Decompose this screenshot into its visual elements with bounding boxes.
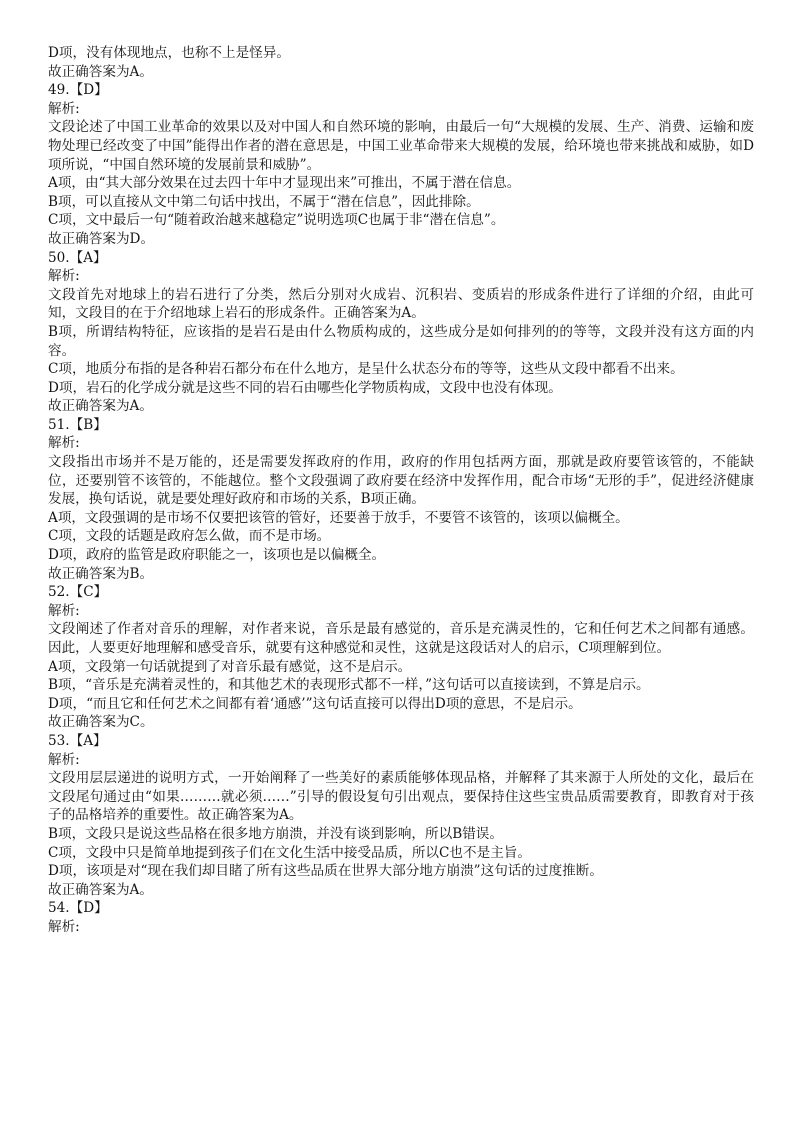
option-analysis-line: A项，文段强调的是市场不仅要把该管的管好，还要善于放手，不要管不该管的，该项以偏概全。	[48, 509, 629, 526]
question-answer-heading: 49.【D】	[48, 82, 108, 99]
analysis-label: 解析:	[48, 918, 80, 935]
correct-answer-line: 故正确答案为D。	[48, 230, 155, 247]
answer-explanations-page	[48, 44, 754, 937]
explanation-paragraph: 文段指出市场并不是万能的，还是需要发挥政府的作用，政府的作用包括两方面，那就是政府要管该管的，不能缺位，还要别管不该管的，不能越位。整个文段强调了政府要在经济中发挥作用，配合市场“无形的手”，促进经济健康发展，换句话说，就是要处理好政府和市场的关系，B项正确。	[48, 454, 754, 508]
option-analysis-line: D项，没有体现地点，也称不上是怪异。	[48, 45, 290, 61]
option-analysis-line: B项，可以直接从文中第二句话中找出，不属于“潜在信息”，因此排除。	[48, 193, 480, 210]
option-analysis-line: D项，政府的监管是政府职能之一，该项也是以偏概全。	[48, 547, 386, 564]
analysis-label: 解析:	[48, 100, 80, 117]
explanation-paragraph: 文段阐述了作者对音乐的理解，对作者来说，音乐是最有感觉的，音乐是充满灵性的，它和任何艺术之间都有通感。因此，人要更好地理解和感受音乐，就要有这种感觉和灵性，这就是这段话对人的启示，C项理解到位。	[48, 621, 754, 656]
analysis-label: 解析:	[48, 602, 80, 619]
option-analysis-line: B项，所谓结构特征，应该指的是岩石是由什么物质构成的，这些成分是如何排列的的等等，文段并没有这方面的内容。	[48, 323, 754, 359]
option-analysis-line: C项，文段的话题是政府怎么做，而不是市场。	[48, 528, 331, 545]
explanation-paragraph: 文段首先对地球上的岩石进行了分类，然后分别对火成岩、沉积岩、变质岩的形成条件进行了详细的介绍，由此可知，文段目的在于介绍地球上岩石的形成条件。正确答案为A。	[48, 286, 754, 322]
option-analysis-line: B项，文段只是说这些品格在很多地方崩溃，并没有谈到影响，所以B错误。	[48, 825, 503, 842]
correct-answer-line: 故正确答案为A。	[48, 881, 153, 898]
question-answer-heading: 52.【C】	[48, 584, 108, 601]
question-answer-heading: 54.【D】	[48, 900, 108, 917]
explanation-paragraph: 文段论述了中国工业革命的效果以及对中国人和自然环境的影响，由最后一句“大规模的发展、生产、消费、运输和废物处理已经改变了中国”能得出作者的潜在意思是，中国工业革命带来大规模的发展，给环境也带来挑战和威胁，如D项所说，“中国自然环境的发展前景和威胁”。	[48, 119, 754, 173]
option-analysis-line: C项，文中最后一句“随着政治越来越稳定”说明选项C也属于非“潜在信息”。	[48, 212, 505, 229]
question-answer-heading: 53.【A】	[48, 732, 107, 749]
explanation-paragraph: 文段用层层递进的说明方式，一开始阐释了一些美好的素质能够体现品格，并解释了其来源于人所处的文化，最后在文段尾句通过由“如果………就必须……”引导的假设复句引出观点，要保持住这些宝贵品质需要教育，即教育对于孩子的品格培养的重要性。故正确答案为A。	[48, 770, 754, 824]
correct-answer-line: 故正确答案为A。	[48, 63, 153, 80]
option-analysis-line: C项，文段中只是简单地提到孩子们在文化生活中接受品质，所以C也不是主旨。	[48, 844, 531, 861]
option-analysis-line: D项，岩石的化学成分就是这些不同的岩石由哪些化学物质构成，文段中也没有体现。	[48, 379, 562, 396]
analysis-label: 解析:	[48, 435, 80, 452]
option-analysis-line: C项，地质分布指的是各种岩石都分布在什么地方，是呈什么状态分布的等等，这些从文段中都看不出来。	[48, 361, 684, 378]
option-analysis-line: A项，由“其大部分效果在过去四十年中才显现出来”可推出，不属于潜在信息。	[48, 175, 521, 192]
correct-answer-line: 故正确答案为A。	[48, 398, 153, 415]
analysis-label: 解析:	[48, 751, 80, 768]
option-analysis-line: D项，该项是对“现在我们却目睹了所有这些品质在世界大部分地方崩溃”这句话的过度推断。	[48, 863, 603, 880]
correct-answer-line: 故正确答案为C。	[48, 714, 154, 731]
question-answer-heading: 51.【B】	[48, 416, 107, 433]
correct-answer-line: 故正确答案为B。	[48, 565, 154, 582]
option-analysis-line: B项，“音乐是充满着灵性的，和其他艺术的表现形式都不一样，”这句话可以直接读到，不算是启示。	[48, 677, 650, 694]
option-analysis-line: D项，“而且它和任何艺术之间都有着‘通感’”这句话直接可以得出D项的意思，不是启示。	[48, 695, 582, 712]
analysis-label: 解析:	[48, 268, 80, 285]
question-answer-heading: 50.【A】	[48, 249, 107, 266]
option-analysis-line: A项，文段第一句话就提到了对音乐最有感觉，这不是启示。	[48, 658, 412, 675]
